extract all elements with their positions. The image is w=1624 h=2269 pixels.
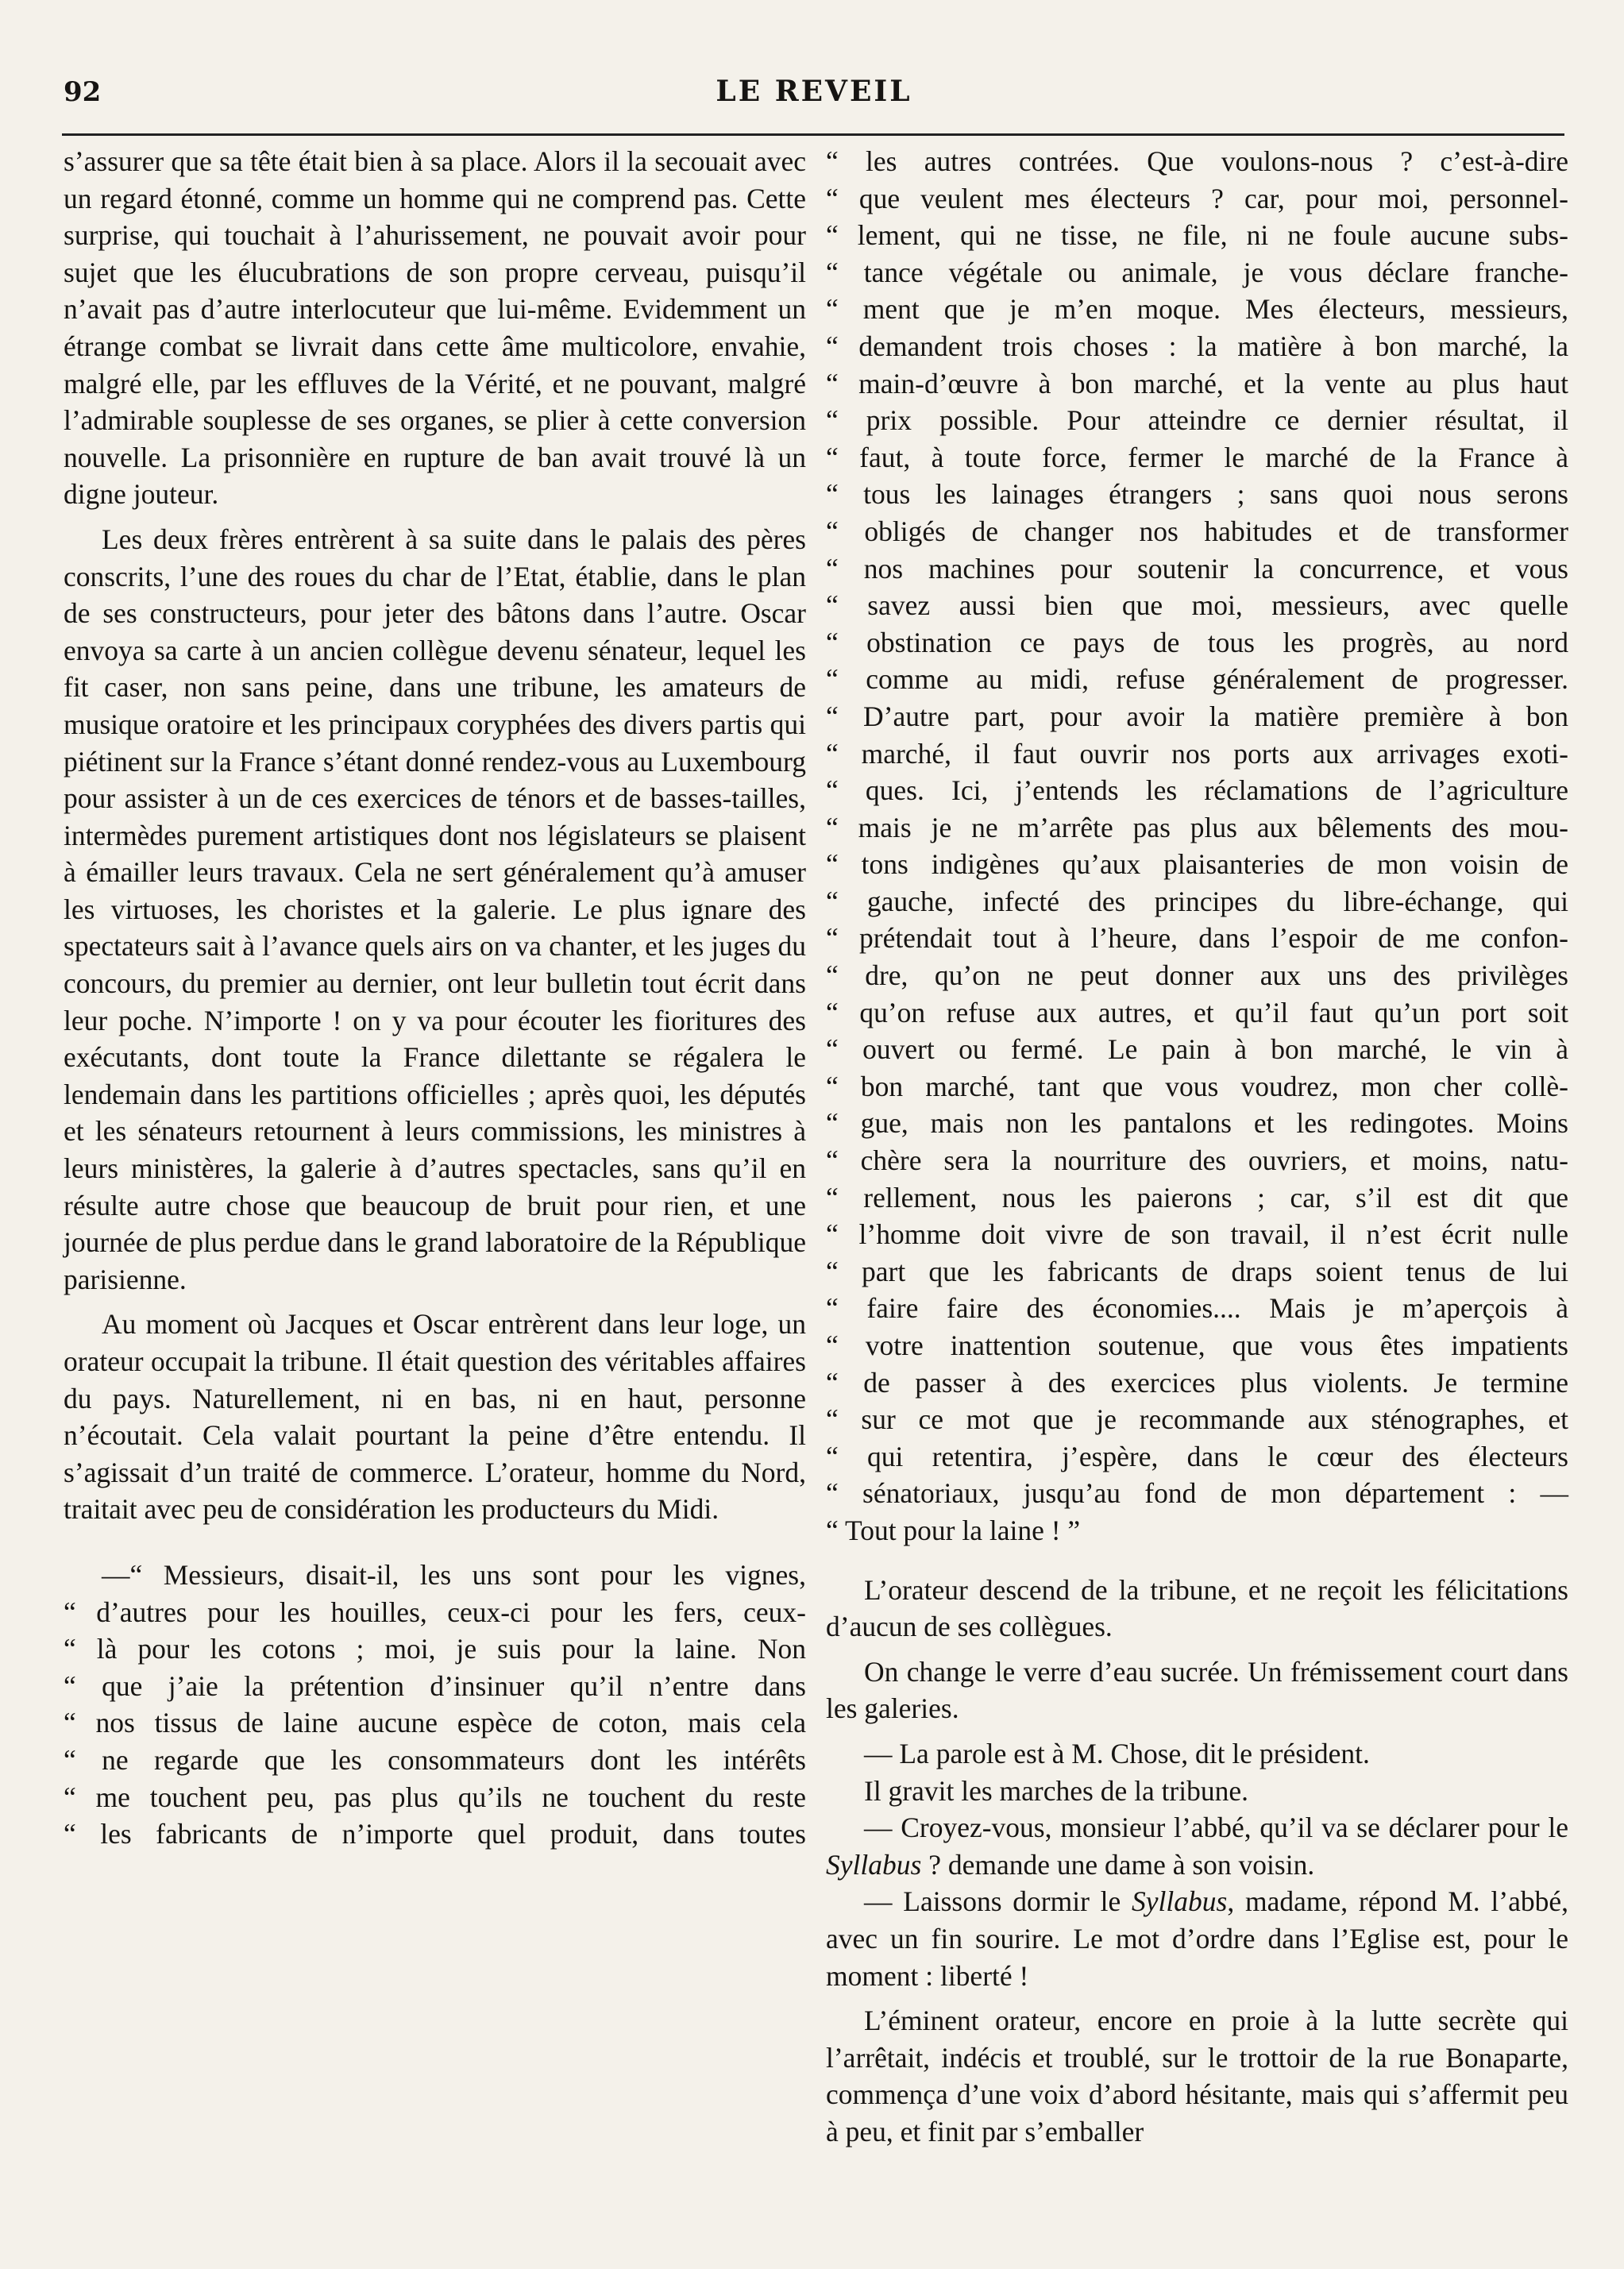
speech-line: “ nos tissus de laine aucune espèce de coton, mais cela	[64, 1707, 806, 1739]
speech-line: “ d’autres pour les houilles, ceux-ci pour les fers, ceux-	[64, 1596, 806, 1628]
text-run: — Laissons dormir le	[864, 1885, 1132, 1918]
speech-line: “ main-d’œuvre à bon marché, et la vente au plus haut	[826, 367, 1568, 399]
paragraph	[826, 1809, 1568, 1883]
speech-line: “ prix possible. Pour atteindre ce dernier résultat, il	[826, 404, 1568, 437]
paragraph: On change le verre d’eau sucrée. Un frémissement court dans les galeries.	[826, 1655, 1568, 1725]
speech-line: “ lement, qui ne tisse, ne file, ni ne foule aucune subs-	[826, 219, 1568, 252]
speech-line: “ D’autre part, pour avoir la matière première à bon	[826, 700, 1568, 732]
paragraph: — La parole est à M. Chose, dit le président.	[864, 1737, 1370, 1769]
italic-title: Syllabus	[826, 1848, 922, 1881]
speech-line: “ tance végétale ou animale, je vous déclare franche-	[826, 256, 1568, 288]
paragraph: Au moment où Jacques et Oscar entrèrent dans leur loge, un orateur occupait la tribune. Il était question des véritables affaires du pays. Naturellement, ni en bas, ni en haut, personne n’écoutait. Cela valait pourtant la peine d’être entendu. Il s’agissait d’un traité de commerce. L’orateur, homme du Nord, traitait avec peu de considération les producteurs du Midi.	[64, 1308, 806, 1526]
speech-line: “ dre, qu’on ne peut donner aux uns des privilèges	[826, 959, 1568, 992]
speech-line: “ ques. Ici, j’entends les réclamations de l’agriculture	[826, 774, 1568, 807]
right-column	[826, 143, 1568, 2150]
journal-title: LE REVEIL	[716, 75, 912, 108]
left-column	[64, 143, 806, 1853]
speech-line: “ que veulent mes électeurs ? car, pour moi, personnel-	[826, 182, 1568, 214]
paragraph: L’orateur descend de la tribune, et ne reçoit les félicitations d’aucun de ses collègues.	[826, 1573, 1568, 1643]
speech-line: “ obligés de changer nos habitudes et de transformer	[826, 515, 1568, 547]
speech-line: “ bon marché, tant que vous voudrez, mon cher collè-	[826, 1070, 1568, 1102]
speech-line: “ qu’on refuse aux autres, et qu’il faut qu’un port soit	[826, 996, 1568, 1028]
speech-line: “ l’homme doit vivre de son travail, il n’est écrit nulle	[826, 1218, 1568, 1251]
speech-line: “ marché, il faut ouvrir nos ports aux arrivages exoti-	[826, 737, 1568, 770]
speech-line: “ sur ce mot que je recommande aux sténographes, et	[826, 1403, 1568, 1436]
speech-line: “ là pour les cotons ; moi, je suis pour la laine. Non	[64, 1633, 806, 1665]
speech-line: “ savez aussi bien que moi, messieurs, avec quelle	[826, 589, 1568, 622]
page-header	[64, 70, 1564, 125]
speech-line: “ chère sera la nourriture des ouvriers, et moins, natu-	[826, 1144, 1568, 1177]
paragraph: Les deux frères entrèrent à sa suite dans le palais des pères conscrits, l’une des roues du char de l’Etat, établie, dans le plan de ses constructeurs, pour jeter des bâtons dans l’autre. Oscar envoya sa carte à un ancien collègue devenu sénateur, lequel les fit caser, non sans peine, dans une tribune, les amateurs de musique oratoire et les principaux coryphées des divers partis qui piétinent sur la France s’étant donné rendez-vous au Luxembourg pour assister à un de ces exercices de ténors et de basses-tailles, intermèdes purement artistiques dont nos législateurs se plaisent à émailler leurs travaux. Cela ne sert généralement qu’à amuser les virtuoses, les choristes et la galerie. Le plus ignare des spectateurs sait à l’avance quels airs on va chanter, et les juges du concours, du premier au dernier, ont leur bulletin tout écrit dans leur poche. N’importe ! on y va pour écouter les fioritures des exécutants, dont toute la France dilettante se régalera le lendemain dans les partitions officielles ; après quoi, les députés et les sénateurs retournent à leurs commissions, les ministres à leurs ministères, la galerie à d’autres spectacles, sans qu’il en résulte autre chose que beaucoup de bruit pour rien, et une journée de plus perdue dans le grand laboratoire de la République parisienne.	[64, 523, 806, 1295]
italic-title: Syllabus	[1132, 1885, 1228, 1918]
speech-line: “ les fabricants de n’importe quel produit, dans toutes	[64, 1818, 806, 1850]
speech-line: “ part que les fabricants de draps soient tenus de lui	[826, 1255, 1568, 1287]
speech-line: “ Tout pour la laine ! ”	[826, 1514, 1081, 1546]
text-run: , madame, répond M. l’abbé, avec un fin sourire. Le mot d’ordre dans l’Eglise est, pour le moment : liberté !	[826, 1885, 1568, 1992]
speech-line: “ sénatoriaux, jusqu’au fond de mon département : —	[826, 1477, 1568, 1510]
speech-line: “ nos machines pour soutenir la concurrence, et vous	[826, 552, 1568, 585]
speech-line: “ gue, mais non les pantalons et les redingotes. Moins	[826, 1107, 1568, 1140]
text-run: ? demande une dame à son voisin.	[921, 1848, 1315, 1881]
header-rule	[62, 133, 1564, 136]
speech-line: “ qui retentira, j’espère, dans le cœur des électeurs	[826, 1440, 1568, 1472]
speech-line: “ obstination ce pays de tous les progrès, au nord	[826, 626, 1568, 658]
speech-line: “ gauche, infecté des principes du libre-échange, qui	[826, 885, 1568, 917]
speech-line: “ de passer à des exercices plus violents. Je termine	[826, 1366, 1568, 1399]
speech-line: “ tons indigènes qu’aux plaisanteries de mon voisin de	[826, 848, 1568, 881]
speech-line: “ ne regarde que les consommateurs dont les intérêts	[64, 1743, 806, 1776]
paragraph: Il gravit les marches de la tribune.	[864, 1774, 1248, 1807]
speech-block	[826, 143, 1568, 1549]
speech-line: —“ Messieurs, disait-il, les uns sont pour les vignes,	[102, 1558, 806, 1591]
speech-line: “ me touchent peu, pas plus qu’ils ne touchent du reste	[64, 1781, 806, 1813]
paragraph	[826, 1883, 1568, 1994]
speech-line: “ ouvert ou fermé. Le pain à bon marché, le vin à	[826, 1033, 1568, 1066]
speech-line: “ prétendait tout à l’heure, dans l’espoir de me confon-	[826, 922, 1568, 955]
speech-line: “ faire faire des économies.... Mais je m’aperçois à	[826, 1292, 1568, 1325]
speech-line: “ rellement, nous les paierons ; car, s’il est dit que	[826, 1181, 1568, 1214]
paragraph: s’assurer que sa tête était bien à sa place. Alors il la secouait avec un regard étonné, comme un homme qui ne comprend pas. Cette surprise, qui touchait à l’ahurissement, ne pouvait avoir pour sujet que les élucubrations de son propre cerveau, puisqu’il n’avait pas d’autre interlocuteur que lui-même. Evidemment un étrange combat se livrait dans cette âme multicolore, envahie, malgré elle, par les effluves de la Vérité, et ne pouvant, malgré l’admirable souplesse de ses organes, se plier à cette conversion nouvelle. La prisonnière en rupture de ban avait trouvé là un digne jouteur.	[64, 145, 806, 511]
speech-line: “ que j’aie la prétention d’insinuer qu’il n’entre dans	[64, 1669, 806, 1702]
text-run: — Croyez-vous, monsieur l’abbé, qu’il va se déclarer pour le	[864, 1812, 1568, 1844]
page-number: 92	[64, 76, 102, 108]
speech-line: “ demandent trois choses : la matière à bon marché, la	[826, 330, 1568, 362]
speech-line: “ comme au midi, refuse généralement de progresser.	[826, 663, 1568, 696]
speech-block	[64, 1557, 806, 1853]
speech-line: “ les autres contrées. Que voulons-nous ? c’est-à-dire	[826, 145, 1568, 177]
paragraph: L’éminent orateur, encore en proie à la lutte secrète qui l’arrêtait, indécis et troublé, sur le trottoir de la rue Bonaparte, commença d’une voix d’abord hésitante, mais qui s’affermit peu à peu, et finit par s’emballer	[826, 2005, 1568, 2147]
speech-line: “ tous les lainages étrangers ; sans quoi nous serons	[826, 478, 1568, 511]
speech-line: “ mais je ne m’arrête pas plus aux bêlements des mou-	[826, 811, 1568, 843]
speech-line: “ ment que je m’en moque. Mes électeurs, messieurs,	[826, 293, 1568, 326]
speech-line: “ votre inattention soutenue, que vous êtes impatients	[826, 1329, 1568, 1361]
speech-line: “ faut, à toute force, fermer le marché de la France à	[826, 441, 1568, 473]
